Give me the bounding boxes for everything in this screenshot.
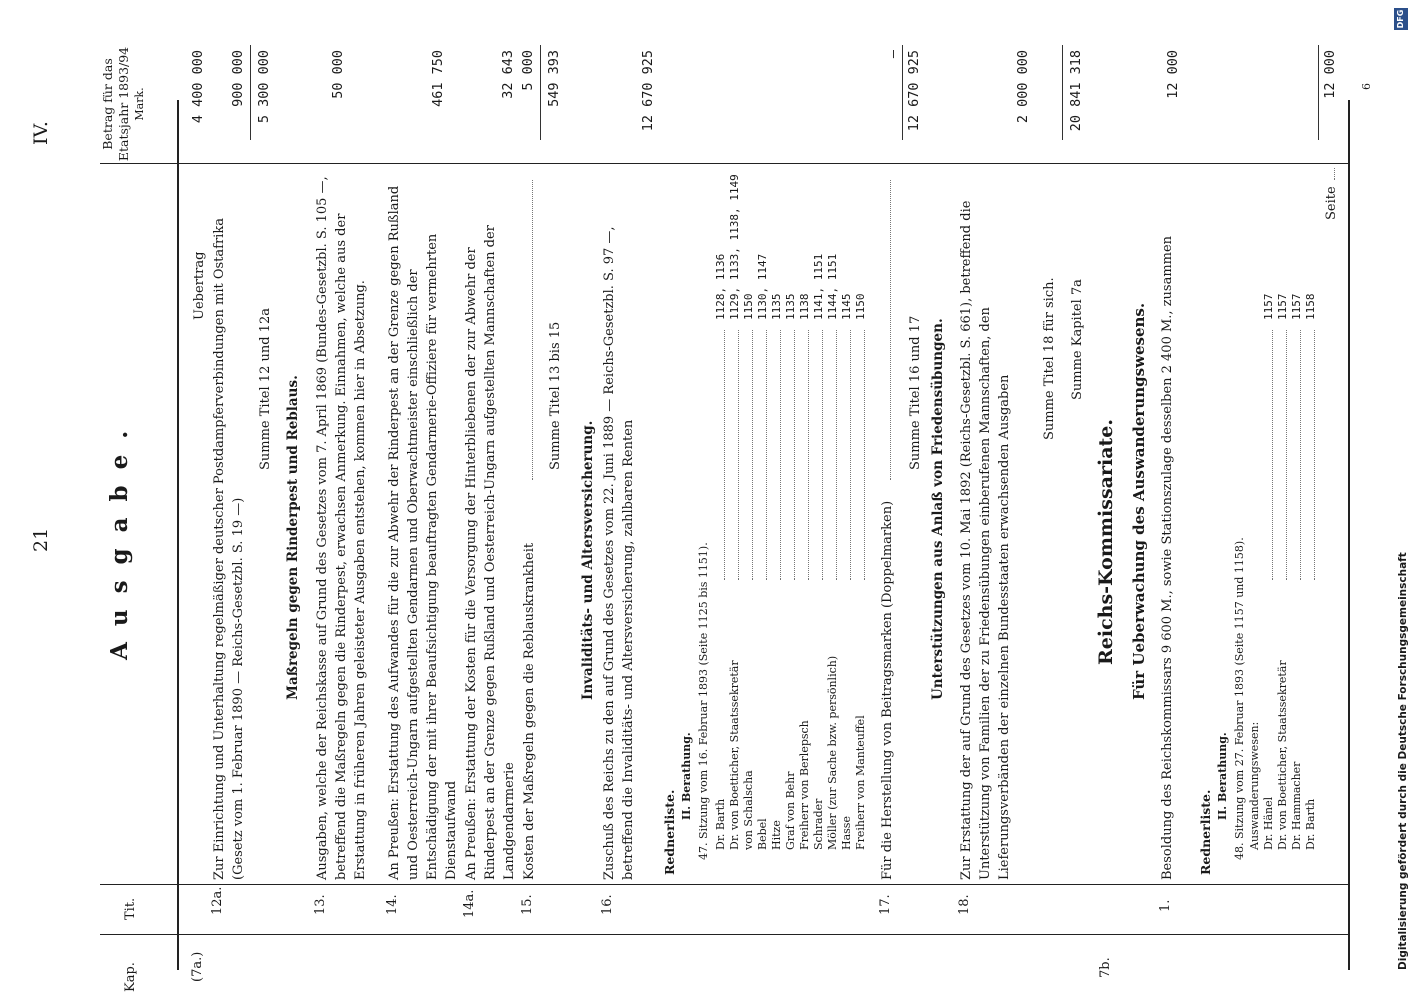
row-seite: Seite: [1324, 186, 1339, 220]
row-summe-18: Summe Titel 18 für sich.: [1042, 277, 1057, 440]
speaker-pages: 1144, 1151: [826, 253, 839, 320]
tit-13: 13.: [313, 894, 328, 915]
session-47: 47. Sitzung vom 16. Februar 1893 (Seite 1125 bis 1151).: [697, 542, 710, 860]
speaker-name: Graf von Behr: [784, 771, 797, 850]
row-13: Ausgaben, welche der Reichskasse auf Grund des Gesetzes vom 7. April 1869 (Bundes-Gesetzbl. S. 105 —, betreffend die Maßregeln gegen die Rinderpest, erwachsen Anmerkung. Einnahmen, welche aus der Erstattung in früheren Jahren geleisteter Ausgaben entstehen, kommen hier in Absetzung.: [315, 176, 368, 880]
part-number: IV.: [30, 121, 52, 145]
speaker-dots: [1272, 330, 1273, 580]
tit-1: 1.: [1158, 899, 1173, 912]
amt-16: 12 670 925: [640, 50, 656, 132]
row-18: Zur Erstattung der auf Grund des Gesetzes vom 10. Mai 1892 (Reichs-Gesetzbl. S. 661), betreffend die Unterstützung von Familien der zu Friedensübungen einberufenen Mannschaften, den Lieferungsverbänden der einzelnen Bundesstaaten erwachsenden Ausgaben: [959, 200, 1012, 880]
tit-18: 18.: [957, 894, 972, 915]
speaker-name: Dr. Hänel: [1262, 796, 1275, 850]
col-amount-label: Betrag für das Etatsjahr 1893/94 Mark.: [100, 46, 146, 162]
kap-7a: (7a.): [190, 951, 205, 982]
amt-summe-kap-7a: 20 841 318: [1068, 50, 1084, 132]
rednerliste-1-title: Rednerliste.: [662, 789, 677, 875]
page-heading: Ausgabe.: [106, 414, 133, 660]
speaker-name: Bebel: [756, 818, 769, 850]
sum-line-17: [902, 45, 903, 140]
speaker-name: Dr. Hammacher: [1290, 761, 1303, 850]
speaker-pages: 1157: [1262, 293, 1275, 320]
heading-reichs-kommissariate: Reichs-Kommissariate.: [1095, 419, 1117, 665]
col-tit-label: Tit.: [123, 897, 138, 920]
speaker-name: Dr. von Boetticher, Staatssekretär: [728, 660, 741, 850]
speaker-dots: [766, 330, 767, 580]
speaker-dots: [822, 330, 823, 580]
speaker-dots: [794, 330, 795, 580]
dots-17: [890, 180, 891, 480]
speaker-pages: 1150: [742, 293, 755, 320]
amt-14a: 32 643: [500, 50, 516, 99]
sum-line-seite: [1318, 45, 1319, 140]
page-number: 21: [30, 527, 52, 552]
amt-13: 50 000: [330, 50, 346, 99]
row-summe-16-17: Summe Titel 16 und 17: [908, 315, 923, 470]
amt-18: 2 000 000: [1015, 50, 1031, 124]
row-15: Kosten der Maßregeln gegen die Reblauskrankheit: [522, 542, 537, 880]
berathung-2: II. Berathung.: [1216, 732, 1229, 820]
speaker-name: Dr. von Boetticher, Staatssekretär: [1276, 660, 1289, 850]
speaker-name: Freiherr von Manteuffel: [854, 715, 867, 850]
speaker-dots: [836, 330, 837, 580]
tit-12a: 12a.: [210, 886, 225, 915]
amt-summe-12: 5 300 000: [256, 50, 272, 124]
tit-17: 17.: [878, 894, 893, 915]
row-14a: An Preußen: Erstattung der Kosten für die Versorgung der Hinterbliebenen der zur Abwehr der Rinderpest an der Grenze gegen Rußland und Oesterreich-Ungarn aufgestellten Mannschaften der Landgendarmerie: [464, 225, 517, 880]
page-small-number: 6: [1360, 83, 1373, 90]
speaker-name: Freiherr von Berlepsch: [798, 720, 811, 850]
tit-14a: 14a.: [462, 889, 477, 918]
speaker-name: Möller (zur Sache bzw. persönlich): [826, 655, 839, 850]
digitization-credit: [1388, 10, 1410, 1000]
row-14: An Preußen: Erstattung des Aufwandes für die zur Abwehr der Rinderpest an der Grenze gegen Rußland und Oesterreich-Ungarn aufgestellten Gendarmen und Oberwachtmeister einschließlich der Entschädigung der mit ihrer Beaufsichtigung beauftragten Gendarmerie-Offiziere für vermehrten Dienstaufwand: [387, 185, 459, 880]
speaker-dots: [752, 330, 753, 580]
speaker-pages: 1145: [840, 293, 853, 320]
rule-col-amount: [100, 163, 1350, 164]
amt-seite: 12 000: [1322, 50, 1338, 99]
speaker-pages: 1141, 1151: [812, 253, 825, 320]
sum-line-15: [540, 45, 541, 140]
speaker-dots: [850, 330, 851, 580]
speaker-name: Dr. Barth: [714, 798, 727, 850]
speaker-pages: 1138: [798, 293, 811, 320]
amt-15: 5 000: [520, 50, 536, 91]
row-uebertrag: Uebertrag: [192, 251, 207, 320]
sum-line-7a: [1062, 45, 1063, 140]
speaker-pages: 1135: [784, 293, 797, 320]
speaker-pages: 1157: [1276, 293, 1289, 320]
row-17: Für die Herstellung von Beitragsmarken (Doppelmarken): [880, 500, 895, 880]
speaker-name: Hitze: [770, 820, 783, 850]
speaker-pages: 1135: [770, 293, 783, 320]
speaker-dots: [724, 330, 725, 580]
section-unterstuetzungen: Unterstützungen aus Anlaß von Friedensübungen.: [930, 318, 946, 700]
tit-14: 14.: [385, 894, 400, 915]
rule-col-kap: [100, 934, 1350, 935]
session-48: 48. Sitzung vom 27. Februar 1893 (Seite 1157 und 1158).: [1233, 537, 1246, 860]
speaker-pages: 1129, 1133, 1138, 1149: [728, 174, 741, 320]
speaker-dots: [808, 330, 809, 580]
rule-bottom: [1348, 100, 1350, 970]
rule-col-tit: [100, 884, 1350, 885]
tit-16: 16.: [600, 894, 615, 915]
speaker-pages: 1158: [1304, 293, 1317, 320]
col-kap-label: Kap.: [123, 962, 138, 992]
speaker-name: Schrader: [812, 798, 825, 850]
dfg-logo-text: DFG: [1396, 9, 1405, 29]
rednerliste-2-title: Rednerliste.: [1198, 789, 1213, 875]
speaker-dots: [1300, 330, 1301, 580]
dots-15: [532, 180, 533, 480]
digitization-credit-text: Digitalisierung gefördert durch die Deutsche Forschungsgemeinschaft: [1397, 552, 1409, 970]
row-1: Besoldung des Reichskommissars 9 600 M., sowie Stationszulage desselben 2 400 M., zusammen: [1160, 235, 1175, 880]
amt-14: 461 750: [430, 50, 446, 107]
dfg-logo: [1394, 8, 1408, 30]
row-summe-13-15: Summe Titel 13 bis 15: [548, 321, 563, 470]
speaker-dots: [1314, 330, 1315, 580]
speaker-name: Dr. Barth: [1304, 798, 1317, 850]
speaker-name: von Schalscha: [742, 770, 755, 850]
speaker-pages: 1157: [1290, 293, 1303, 320]
auswanderungswesen-label: Auswanderungswesen:: [1248, 721, 1261, 850]
row-16: Zuschuß des Reichs zu den auf Grund des Gesetzes vom 22. Juni 1889 — Reichs-Gesetzbl. S. 97 —, betreffend die Invaliditäts- und Altersversicherung, zahlbaren Renten: [602, 226, 636, 880]
speaker-pages: 1130, 1147: [756, 253, 769, 320]
speaker-dots: [738, 330, 739, 580]
rule-top: [177, 100, 179, 970]
section-rinderpest: Maßregeln gegen Rinderpest und Reblaus.: [285, 375, 301, 700]
row-summe-kap-7a: Summe Kapitel 7a: [1070, 279, 1085, 400]
speaker-dots: [780, 330, 781, 580]
dots-seite: [1334, 168, 1335, 180]
section-invaliditaet: Invaliditäts- und Altersversicherung.: [580, 420, 596, 700]
speaker-dots: [864, 330, 865, 580]
kap-7b: 7b.: [1098, 957, 1113, 978]
row-summe-12: Summe Titel 12 und 12a: [258, 308, 273, 470]
section-auswanderung: Für Ueberwachung des Auswanderungswesens.: [1130, 302, 1148, 700]
row-12a: Zur Einrichtung und Unterhaltung regelmäßiger deutscher Postdampferverbindungen mit Ostafrika (Gesetz vom 1. Februar 1890 — Reichs-Gesetzbl. S. 19 —): [212, 218, 246, 880]
amt-1: 12 000: [1165, 50, 1181, 99]
amt-summe-13-15: 549 393: [546, 50, 562, 107]
amt-uebertrag: 4 400 000: [190, 50, 206, 124]
sum-line-12: [250, 45, 251, 140]
tit-15: 15.: [520, 894, 535, 915]
amt-summe-16-17: 12 670 925: [906, 50, 922, 132]
speaker-pages: 1128, 1136: [714, 253, 727, 320]
speaker-dots: [1286, 330, 1287, 580]
amt-17: —: [885, 50, 901, 59]
speaker-pages: 1150: [854, 293, 867, 320]
berathung-1: II. Berathung.: [680, 732, 693, 820]
amt-12a: 900 000: [230, 50, 246, 107]
speaker-name: Hasse: [840, 816, 853, 850]
